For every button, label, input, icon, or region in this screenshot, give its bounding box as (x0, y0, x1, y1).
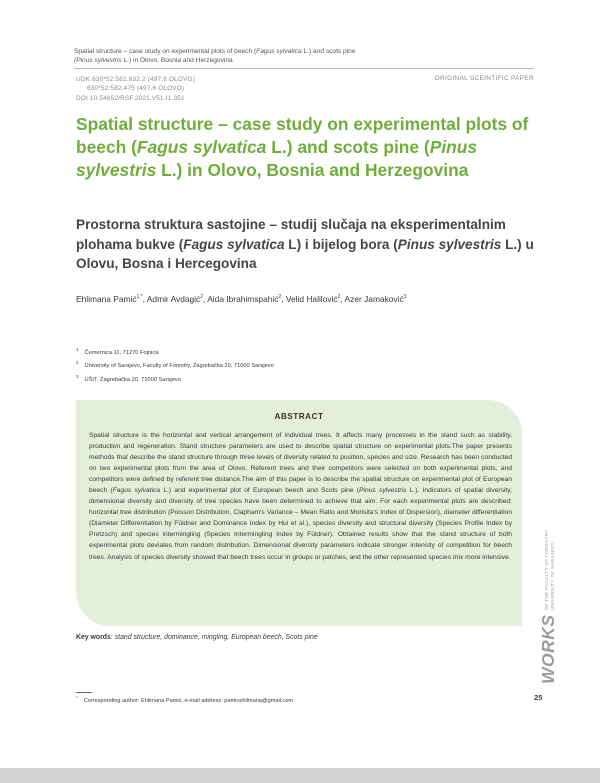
abstract-text: L.) and experimental plot of European beech and Scots pine ( (160, 487, 360, 495)
page-number: 25 (534, 693, 543, 702)
keywords-text: stand structure, dominance, mingling, European beech, Scots pine (114, 634, 318, 641)
running-head-text: L.) and scots pine (301, 48, 356, 55)
author-affiliation-mark: 3 (403, 294, 407, 301)
author-affiliation-mark: 2 (278, 294, 282, 301)
subtitle-text: L) i bijelog bora ( (284, 236, 398, 252)
affiliation-text: UŠIT, Zagrebačka 20, 71000 Sarajevo (84, 376, 181, 383)
article-title (76, 113, 538, 183)
running-head-italic: Fagus sylvatica (256, 48, 302, 55)
udk-code: UDK 630*52:582.632.2 (497.6 OLOVO) (76, 76, 196, 83)
author-affiliation-mark: 1,* (136, 294, 143, 301)
subtitle-italic: Pinus sylvestris (397, 236, 502, 252)
viewer-bottom-bar (0, 768, 600, 783)
keywords-label: Key words (76, 634, 111, 641)
abstract-italic: Fagus sylvatica (112, 487, 161, 495)
affiliation-item (76, 372, 274, 385)
abstract-body (89, 430, 512, 563)
journal-logo: WORKS (538, 614, 558, 684)
journal-name-line: OF THE FACULTY OF FORESTRY (544, 529, 550, 611)
paper-type-label: ORIGINAL SCEINTIFIC PAPER (434, 75, 534, 82)
running-head-text: L.) in Olovo, Bosnia and Herzegovina (121, 57, 233, 64)
subtitle-text: Prostorna struktura sastojine – studij slučaja na eksperimentalnim plohama bukve ( (76, 217, 506, 252)
abstract-box (76, 400, 522, 626)
author-name: Ehlimana Pamić (76, 294, 137, 304)
affiliation-number: 3 (76, 373, 79, 379)
running-head (74, 47, 494, 65)
title-italic: Fagus sylvatica (136, 137, 267, 158)
subtitle-text: L.) u Olovu, Bosna i Hercegovina (76, 236, 534, 272)
abstract-italic: Pinus sylvestris (359, 487, 407, 495)
article-subtitle (76, 215, 534, 274)
running-head-text: Spatial structure – case study on experimental plots of beech ( (74, 48, 257, 55)
author-name: Aida Ibrahimspahić (207, 294, 279, 304)
affiliation-text: Čemernica 11, 71270 Fojnica (84, 349, 159, 356)
udk-code-continued: 630*52:582.475 (497.6 OLOVO) (87, 85, 185, 93)
affiliation-list (76, 345, 274, 385)
affiliation-number: 2 (76, 360, 79, 366)
abstract-text: L.). Indicators of spatial diversity, dimensional diversity and diversity of tree species have been determined to achieve that aim. For each experimental plots are described: horizontal tree distribution (Poisson Distribution, Clapham's Variance – Mean Ratio and Morisita's Index of Dispersion), diameter differentiation (Diameter Differentiation by Füldner and Dominance Index by Hui et al.), species diversity and structural diversity (Species Profile Index by Pretzsch) and species intermingling (Species Intermingling Index by Füldner). Obtained results show that the stand structure of both experimental plots deviates from random distribution. Dimensional diversity parameters indicate stronger intensity of competition for beech trees. Analysis of species diversity showed that beech trees occur in groups or patches, and the other represented species mix more intensive. (89, 487, 512, 561)
journal-name (544, 529, 557, 610)
keywords: Key words: stand structure, dominance, mingling, European beech, Scots pine (76, 634, 318, 641)
author-name: Azer Jamaković (344, 294, 404, 304)
doi-link[interactable]: DOI 10.54652/RSF.2021.V51.I1.351 (76, 94, 185, 102)
footnote-text: Corresponding author: Ehlimana Pamić, e-mail address: pamicehlimana@gmail.com (83, 697, 294, 704)
author-name: Velid Halilović (285, 294, 338, 304)
abstract-heading: ABSTRACT (274, 412, 324, 421)
journal-name-line: UNIVERSITY OF SARAJEVO (550, 541, 556, 611)
footnote-divider (76, 692, 92, 693)
abstract-text: Spatial structure is the horizontal and vertical arrangement of individual trees. It affects many processes in the stand such as stability, production and regeneration. Stand structure parameters are used to describe spatial structure on experimental plots.The paper presents methods that describe the stand structure through three levels of diversity related to position, species and size. Research has been conducted on two experimental plots from the area of Olovo. Referent trees and their competitors were selected on both experimental plots, and competitors were defined by referent tree distance.The aim of this paper is to describe the spatial structure on experimental plot of European beech ( (89, 432, 512, 495)
header-divider (74, 68, 534, 69)
affiliation-number: 1 (76, 347, 79, 352)
affiliation-text: University of Sarajevo, Faculty of Forestry, Zagrebačka 20, 71000 Sarajevo (84, 363, 274, 370)
author-list: Ehlimana Pamić$^{1,*}$, Admir Avdagić$^2$, Aida Ibrahimspahić$^2$, Velid Halilović$^2$, Azer Jamaković$^3$ (76, 294, 407, 304)
affiliation-item (76, 358, 274, 371)
author-affiliation-mark: 2 (337, 294, 341, 301)
subtitle-italic: Fagus sylvatica (183, 236, 285, 252)
article-identifiers (76, 75, 195, 103)
author-affiliation-mark: 2 (200, 294, 204, 301)
title-text: L.) and scots pine ( (266, 137, 430, 158)
title-text: Spatial structure – case study on experimental plots of beech ( (76, 114, 529, 158)
footnote-mark: * (76, 695, 78, 700)
author-name: Admir Avdagić (146, 294, 201, 304)
title-text: L.) in Olovo, Bosnia and Herzegovina (156, 160, 469, 181)
footnote (76, 695, 293, 704)
title-italic: Pinus sylvestris (76, 137, 478, 181)
affiliation-item (76, 345, 274, 358)
running-head-italic: (Pinus sylvestris (74, 57, 122, 64)
